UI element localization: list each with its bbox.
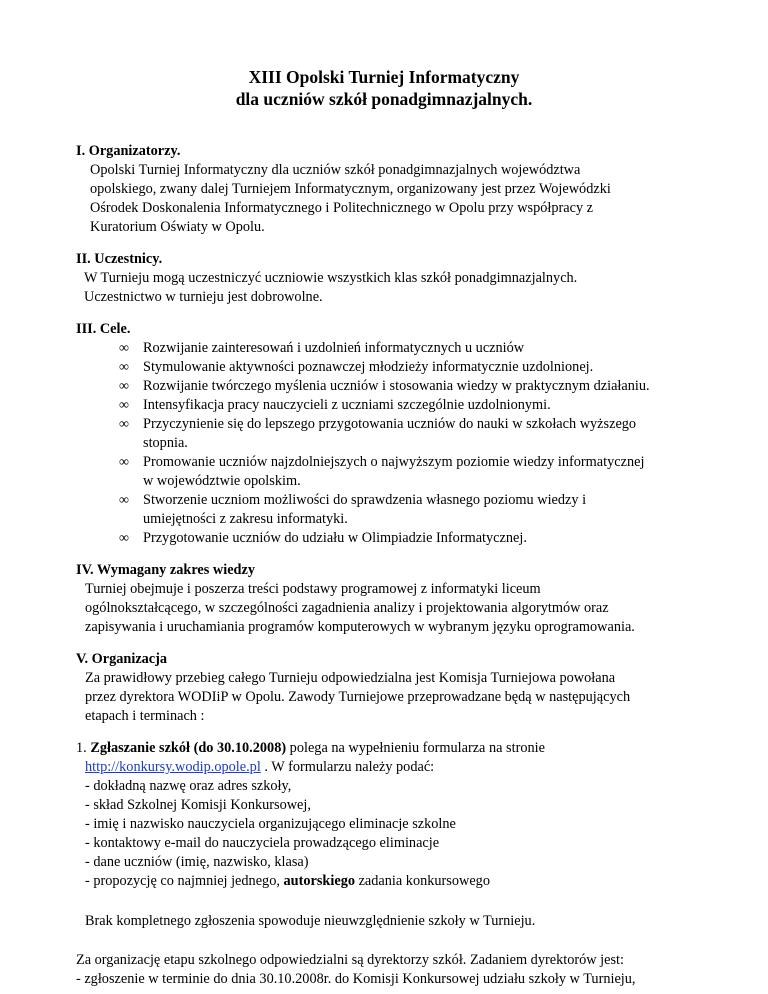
section-heading-zakres: IV. Wymagany zakres wiedzy [76,562,255,578]
section-heading-uczestnicy: II. Uczestnicy. [76,251,163,267]
title-line-1: XIII Opolski Turniej Informatyczny [248,67,520,87]
paragraph-line: Za organizację etapu szkolnego odpowiedzialni są dyrektorzy szkół. Zadaniem dyrektorów jest: [76,952,624,968]
paragraph-line: Kuratorium Oświaty w Opolu. [90,219,265,235]
bullet-item: Stworzenie uczniom możliwości do sprawdzenia własnego poziomu wiedzy i [143,492,587,508]
bullet-icon: ∞ [119,379,129,394]
bullet-item: Stymulowanie aktywności poznawczej młodzieży informatycznie uzdolnionej. [143,359,594,375]
form-item: - dane uczniów (imię, nazwisko, klasa) [85,854,309,870]
paragraph-line: Uczestnictwo w turnieju jest dobrowolne. [84,289,323,305]
paragraph-line: ogólnokształcącego, w szczególności zagadnienia analizy i projektowania algorytmów oraz [85,600,609,616]
bullet-item: Przyczynienie się do lepszego przygotowania uczniów do nauki w szkołach wyższego [143,416,637,432]
bullet-item: Przygotowanie uczniów do udziału w Olimpiadzie Informatycznej. [143,530,527,546]
paragraph-line: przez dyrektora WODIiP w Opolu. Zawody Turniejowe przeprowadzane będą w następujących [85,689,631,705]
section-heading-cele: III. Cele. [76,321,131,337]
konkursy-link[interactable]: http://konkursy.wodip.opole.pl [85,759,261,775]
step-1-line [76,739,545,758]
step-text: polega na wypełnieniu formularza na stronie [286,740,545,756]
form-item: - dokładną nazwę oraz adres szkoły, [85,778,292,794]
bullet-item-continued: stopnia. [143,435,188,451]
section-heading-organizatorzy: I. Organizatorzy. [76,143,181,159]
bullet-icon: ∞ [119,417,129,432]
bullet-icon: ∞ [119,455,129,470]
form-item-text: - propozycję co najmniej jednego, [85,873,284,889]
form-item-bold: autorskiego [283,873,355,889]
link-after-text: . W formularzu należy podać: [260,759,435,775]
form-item-last [85,872,490,891]
bullet-item-continued: w województwie opolskim. [143,473,301,489]
step-number: 1. [76,740,87,756]
link-line [85,758,434,777]
form-item-text-end: zadania konkursowego [355,873,490,889]
bullet-icon: ∞ [119,398,129,413]
paragraph-line: Za prawidłowy przebieg całego Turnieju odpowiedzialna jest Komisja Turniejowa powołana [85,670,616,686]
bullet-icon: ∞ [119,493,129,508]
title-line-2: dla uczniów szkół ponadgimnazjalnych. [235,89,533,109]
paragraph-line: Turniej obejmuje i poszerza treści podstawy programowej z informatyki liceum [85,581,541,597]
bullet-item: Intensyfikacja pracy nauczycieli z uczniami szczególnie uzdolnionymi. [143,397,551,413]
document-title [0,66,768,110]
form-item: - kontaktowy e-mail do nauczyciela prowadzącego eliminacje [85,835,440,851]
section-heading-organizacja: V. Organizacja [76,651,168,667]
paragraph-line: Ośrodek Doskonalenia Informatycznego i Politechnicznego w Opolu przy współpracy z [90,200,594,216]
bullet-item: Promowanie uczniów najzdolniejszych o najwyższym poziomie wiedzy informatycznej [143,454,645,470]
paragraph-line: etapach i terminach : [85,708,205,724]
bullet-item: Rozwijanie zainteresowań i uzdolnień informatycznych u uczniów [143,340,525,356]
bullet-item-continued: umiejętności z zakresu informatyki. [143,511,348,527]
paragraph-line: W Turnieju mogą uczestniczyć uczniowie wszystkich klas szkół ponadgimnazjalnych. [84,270,578,286]
bullet-item: Rozwijanie twórczego myślenia uczniów i stosowania wiedzy w praktycznym działaniu. [143,378,650,394]
paragraph-line: Opolski Turniej Informatyczny dla uczniów szkół ponadgimnazjalnych województwa [90,162,581,178]
paragraph-line: - zgłoszenie w terminie do dnia 30.10.2008r. do Komisji Konkursowej udziału szkoły w Turnieju, [76,971,636,987]
bullet-icon: ∞ [119,360,129,375]
paragraph-line: zapisywania i uruchamiania programów komputerowych w wybranym języku oprogramowania. [85,619,635,635]
form-item: - imię i nazwisko nauczyciela organizującego eliminacje szkolne [85,816,456,832]
bullet-icon: ∞ [119,341,129,356]
paragraph-line: opolskiego, zwany dalej Turniejem Informatycznym, organizowany jest przez Wojewódzki [90,181,611,197]
step-title: Zgłaszanie szkół (do 30.10.2008) [90,740,287,756]
form-item: - skład Szkolnej Komisji Konkursowej, [85,797,311,813]
registration-note: Brak kompletnego zgłoszenia spowoduje nieuwzględnienie szkoły w Turnieju. [85,913,536,929]
bullet-icon: ∞ [119,531,129,546]
